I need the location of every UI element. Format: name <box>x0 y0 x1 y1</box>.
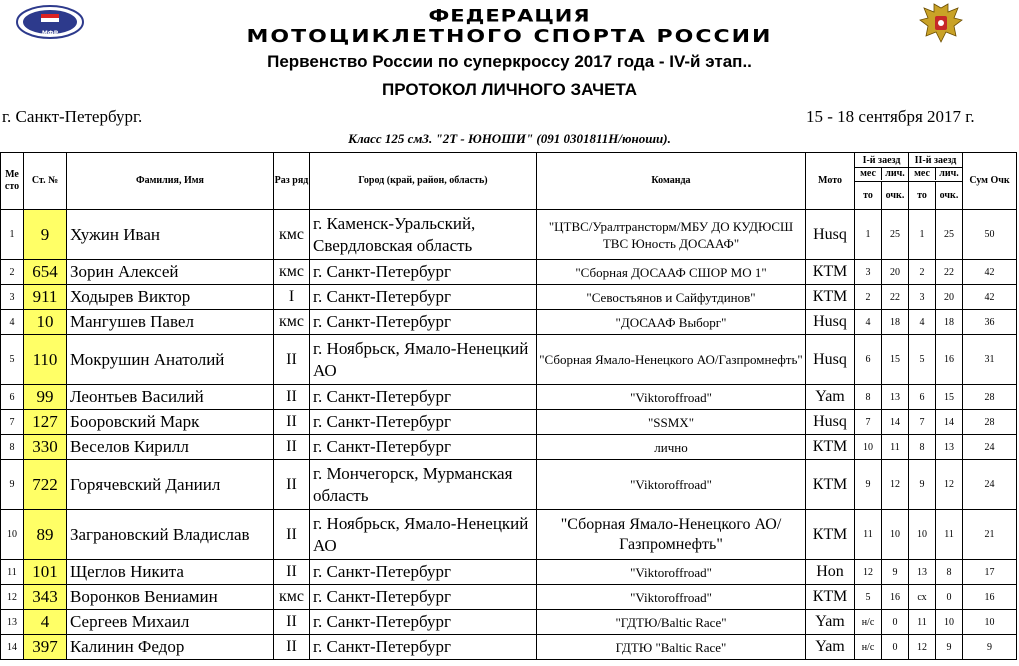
total-points-cell: 28 <box>963 410 1017 435</box>
race2-points-cell: 22 <box>936 260 963 285</box>
race1-points-cell: 16 <box>882 585 909 610</box>
city-cell: г. Санкт-Петербург <box>310 385 537 410</box>
place-cell: 14 <box>1 635 24 660</box>
race2-points-cell: 25 <box>936 210 963 260</box>
start-number-cell: 9 <box>24 210 67 260</box>
city-cell: г. Санкт-Петербург <box>310 310 537 335</box>
race1-place-cell: 1 <box>855 210 882 260</box>
race1-place-cell: 4 <box>855 310 882 335</box>
race2-place-cell: 7 <box>909 410 936 435</box>
start-number-cell: 99 <box>24 385 67 410</box>
race1-place-cell: 9 <box>855 460 882 510</box>
city-cell: г. Санкт-Петербург <box>310 410 537 435</box>
table-row <box>1 260 1017 285</box>
rank-cell: II <box>274 335 310 385</box>
rank-cell: II <box>274 610 310 635</box>
moto-cell: Husq <box>806 335 855 385</box>
header-city: Город (край, район, область) <box>310 153 537 210</box>
race1-points-cell: 0 <box>882 610 909 635</box>
name-cell: Калинин Федор <box>67 635 274 660</box>
start-number-cell: 654 <box>24 260 67 285</box>
rank-cell: II <box>274 460 310 510</box>
place-cell: 10 <box>1 510 24 560</box>
place-cell: 13 <box>1 610 24 635</box>
race1-points-cell: 12 <box>882 460 909 510</box>
place-cell: 11 <box>1 560 24 585</box>
race1-place-cell: 11 <box>855 510 882 560</box>
name-cell: Мангушев Павел <box>67 310 274 335</box>
header-race1-ochk: очк. <box>882 182 909 210</box>
race1-points-cell: 15 <box>882 335 909 385</box>
race2-points-cell: 11 <box>936 510 963 560</box>
race1-points-cell: 18 <box>882 310 909 335</box>
rank-cell: II <box>274 385 310 410</box>
race2-points-cell: 18 <box>936 310 963 335</box>
table-row <box>1 560 1017 585</box>
header-race1-lich: лич. <box>885 167 905 179</box>
total-points-cell: 42 <box>963 285 1017 310</box>
total-points-cell: 16 <box>963 585 1017 610</box>
rank-cell: I <box>274 285 310 310</box>
race2-points-cell: 13 <box>936 435 963 460</box>
moto-cell: Hon <box>806 560 855 585</box>
total-points-cell: 24 <box>963 435 1017 460</box>
moto-cell: КТМ <box>806 460 855 510</box>
moto-cell: Yam <box>806 385 855 410</box>
start-number-cell: 101 <box>24 560 67 585</box>
table-row <box>1 460 1017 510</box>
race2-place-cell: 1 <box>909 210 936 260</box>
race1-points-cell: 0 <box>882 635 909 660</box>
name-cell: Леонтьев Василий <box>67 385 274 410</box>
header-race2 <box>909 153 963 182</box>
race1-place-cell: 6 <box>855 335 882 385</box>
city-cell: г. Ноябрьск, Ямало-Ненецкий АО <box>310 510 537 560</box>
race2-points-cell: 15 <box>936 385 963 410</box>
rank-cell: II <box>274 635 310 660</box>
race1-points-cell: 9 <box>882 560 909 585</box>
team-cell: "Viktoroffroad" <box>537 385 806 410</box>
race2-points-cell: 14 <box>936 410 963 435</box>
race2-points-cell: 0 <box>936 585 963 610</box>
race1-points-cell: 13 <box>882 385 909 410</box>
place-cell: 3 <box>1 285 24 310</box>
race2-points-cell: 10 <box>936 610 963 635</box>
name-cell: Заграновский Владислав <box>67 510 274 560</box>
header-race2-ochk: очк. <box>936 182 963 210</box>
header-total: Сум Очк <box>963 153 1017 210</box>
header-race1-to: то <box>855 182 882 210</box>
team-cell: "Сборная Ямало-Ненецкого АО/Газпромнефть" <box>537 335 806 385</box>
name-cell: Ходырев Виктор <box>67 285 274 310</box>
header-place: Ме сто <box>1 153 24 210</box>
federation-title-line2: МОТОЦИКЛЕТНОГО СПОРТА РОССИИ <box>246 26 773 47</box>
name-cell: Воронков Вениамин <box>67 585 274 610</box>
start-number-cell: 330 <box>24 435 67 460</box>
team-cell: "Viktoroffroad" <box>537 585 806 610</box>
city-cell: г. Санкт-Петербург <box>310 560 537 585</box>
rank-cell: кмс <box>274 260 310 285</box>
place-cell: 4 <box>1 310 24 335</box>
total-points-cell: 17 <box>963 560 1017 585</box>
city-cell: г. Санкт-Петербург <box>310 610 537 635</box>
race1-points-cell: 11 <box>882 435 909 460</box>
name-cell: Горячевский Даниил <box>67 460 274 510</box>
header-race2-label: II-й заезд <box>914 154 957 166</box>
race1-place-cell: 8 <box>855 385 882 410</box>
name-cell: Бооровский Марк <box>67 410 274 435</box>
team-cell: "SSMX" <box>537 410 806 435</box>
table-row <box>1 335 1017 385</box>
results-table <box>0 152 1017 660</box>
place-cell: 8 <box>1 435 24 460</box>
table-row <box>1 285 1017 310</box>
table-row <box>1 635 1017 660</box>
start-number-cell: 722 <box>24 460 67 510</box>
race2-points-cell: 20 <box>936 285 963 310</box>
city-cell: г. Санкт-Петербург <box>310 260 537 285</box>
name-cell: Веселов Кирилл <box>67 435 274 460</box>
race2-points-cell: 16 <box>936 335 963 385</box>
race1-place-cell: 5 <box>855 585 882 610</box>
race1-points-cell: 14 <box>882 410 909 435</box>
city-cell: г. Санкт-Петербург <box>310 585 537 610</box>
total-points-cell: 42 <box>963 260 1017 285</box>
moto-cell: Husq <box>806 410 855 435</box>
team-cell: "ДОСААФ Выборг" <box>537 310 806 335</box>
race1-place-cell: н/с <box>855 635 882 660</box>
team-cell: ГДТЮ "Baltic Race" <box>537 635 806 660</box>
rank-cell: II <box>274 560 310 585</box>
race1-place-cell: 10 <box>855 435 882 460</box>
header-team: Команда <box>537 153 806 210</box>
race2-points-cell: 9 <box>936 635 963 660</box>
place-cell: 1 <box>1 210 24 260</box>
race2-place-cell: 4 <box>909 310 936 335</box>
table-row <box>1 410 1017 435</box>
total-points-cell: 28 <box>963 385 1017 410</box>
race1-points-cell: 20 <box>882 260 909 285</box>
table-row <box>1 585 1017 610</box>
city-cell: г. Мончегорск, Мурманская область <box>310 460 537 510</box>
table-row <box>1 510 1017 560</box>
moto-cell: Husq <box>806 310 855 335</box>
team-cell: лично <box>537 435 806 460</box>
table-row <box>1 210 1017 260</box>
place-cell: 6 <box>1 385 24 410</box>
moto-cell: КТМ <box>806 260 855 285</box>
start-number-cell: 89 <box>24 510 67 560</box>
name-cell: Сергеев Михаил <box>67 610 274 635</box>
race1-place-cell: н/с <box>855 610 882 635</box>
race2-points-cell: 8 <box>936 560 963 585</box>
city-cell: г. Каменск-Уральский, Свердловская область <box>310 210 537 260</box>
header-name: Фамилия, Имя <box>67 153 274 210</box>
rank-cell: II <box>274 510 310 560</box>
team-cell: "Сборная Ямало-Ненецкого АО/Газпромнефть" <box>537 510 806 560</box>
rank-cell: кмс <box>274 210 310 260</box>
race2-place-cell: сх <box>909 585 936 610</box>
race1-points-cell: 25 <box>882 210 909 260</box>
header-race2-to: то <box>909 182 936 210</box>
table-row <box>1 385 1017 410</box>
header-moto: Мото <box>806 153 855 210</box>
team-cell: "ЦТВС/Уралтрансторм/МБУ ДО КУДЮСШ ТВС Юность ДОСААФ" <box>537 210 806 260</box>
team-cell: "Сборная ДОСААФ СШОР МО 1" <box>537 260 806 285</box>
team-cell: "Viktoroffroad" <box>537 460 806 510</box>
federation-title-line1: ФЕДЕРАЦИЯ <box>428 6 591 26</box>
place-cell: 7 <box>1 410 24 435</box>
start-number-cell: 397 <box>24 635 67 660</box>
start-number-cell: 127 <box>24 410 67 435</box>
race2-place-cell: 13 <box>909 560 936 585</box>
header-race1-label: I-й заезд <box>862 154 901 166</box>
championship-title: Первенство России по суперкроссу 2017 года - IV-й этап.. <box>267 52 752 71</box>
race2-points-cell: 12 <box>936 460 963 510</box>
place-cell: 2 <box>1 260 24 285</box>
place-cell: 9 <box>1 460 24 510</box>
moto-cell: КТМ <box>806 510 855 560</box>
start-number-cell: 10 <box>24 310 67 335</box>
name-cell: Хужин Иван <box>67 210 274 260</box>
city-cell: г. Санкт-Петербург <box>310 285 537 310</box>
team-cell: "Севостьянов и Сайфутдинов" <box>537 285 806 310</box>
header-number: Ст. № <box>24 153 67 210</box>
race2-place-cell: 6 <box>909 385 936 410</box>
total-points-cell: 31 <box>963 335 1017 385</box>
total-points-cell: 10 <box>963 610 1017 635</box>
rank-cell: кмс <box>274 585 310 610</box>
race2-place-cell: 11 <box>909 610 936 635</box>
header-race2-lich: лич. <box>939 167 959 179</box>
race2-place-cell: 3 <box>909 285 936 310</box>
race2-place-cell: 2 <box>909 260 936 285</box>
moto-cell: КТМ <box>806 435 855 460</box>
total-points-cell: 21 <box>963 510 1017 560</box>
moto-cell: Yam <box>806 635 855 660</box>
city-cell: г. Ноябрьск, Ямало-Ненецкий АО <box>310 335 537 385</box>
start-number-cell: 4 <box>24 610 67 635</box>
moto-cell: Yam <box>806 610 855 635</box>
race2-place-cell: 8 <box>909 435 936 460</box>
rank-cell: II <box>274 435 310 460</box>
race2-place-cell: 5 <box>909 335 936 385</box>
team-cell: "ГДТЮ/Baltic Race" <box>537 610 806 635</box>
header-race1 <box>855 153 909 182</box>
header-row <box>1 153 1017 182</box>
rank-cell: кмс <box>274 310 310 335</box>
race1-place-cell: 7 <box>855 410 882 435</box>
city-cell: г. Санкт-Петербург <box>310 435 537 460</box>
protocol-title: ПРОТОКОЛ ЛИЧНОГО ЗАЧЕТА <box>381 80 638 99</box>
race2-place-cell: 12 <box>909 635 936 660</box>
name-cell: Щеглов Никита <box>67 560 274 585</box>
moto-cell: КТМ <box>806 285 855 310</box>
event-dates: 15 - 18 сентября 2017 г. <box>806 107 975 126</box>
race1-place-cell: 12 <box>855 560 882 585</box>
race1-place-cell: 2 <box>855 285 882 310</box>
event-city: г. Санкт-Петербург. <box>2 107 143 126</box>
total-points-cell: 36 <box>963 310 1017 335</box>
start-number-cell: 911 <box>24 285 67 310</box>
table-row <box>1 435 1017 460</box>
header-rank: Раз ряд <box>274 153 310 210</box>
mfr-logo-text: МФР <box>41 30 59 37</box>
moto-cell: Husq <box>806 210 855 260</box>
total-points-cell: 24 <box>963 460 1017 510</box>
header-race1-mes: мес <box>855 168 882 180</box>
start-number-cell: 110 <box>24 335 67 385</box>
city-cell: г. Санкт-Петербург <box>310 635 537 660</box>
team-cell: "Viktoroffroad" <box>537 560 806 585</box>
place-cell: 5 <box>1 335 24 385</box>
name-cell: Мокрушин Анатолий <box>67 335 274 385</box>
name-cell: Зорин Алексей <box>67 260 274 285</box>
header-race2-mes: мес <box>909 168 936 180</box>
race2-place-cell: 9 <box>909 460 936 510</box>
table-row <box>1 310 1017 335</box>
race1-points-cell: 10 <box>882 510 909 560</box>
total-points-cell: 50 <box>963 210 1017 260</box>
start-number-cell: 343 <box>24 585 67 610</box>
race2-place-cell: 10 <box>909 510 936 560</box>
race1-place-cell: 3 <box>855 260 882 285</box>
table-row <box>1 610 1017 635</box>
total-points-cell: 9 <box>963 635 1017 660</box>
class-line: Класс 125 смЗ. "2Т - ЮНОШИ" (091 0301811Н/юноши). <box>348 131 671 146</box>
race1-points-cell: 22 <box>882 285 909 310</box>
rank-cell: II <box>274 410 310 435</box>
moto-cell: КТМ <box>806 585 855 610</box>
place-cell: 12 <box>1 585 24 610</box>
